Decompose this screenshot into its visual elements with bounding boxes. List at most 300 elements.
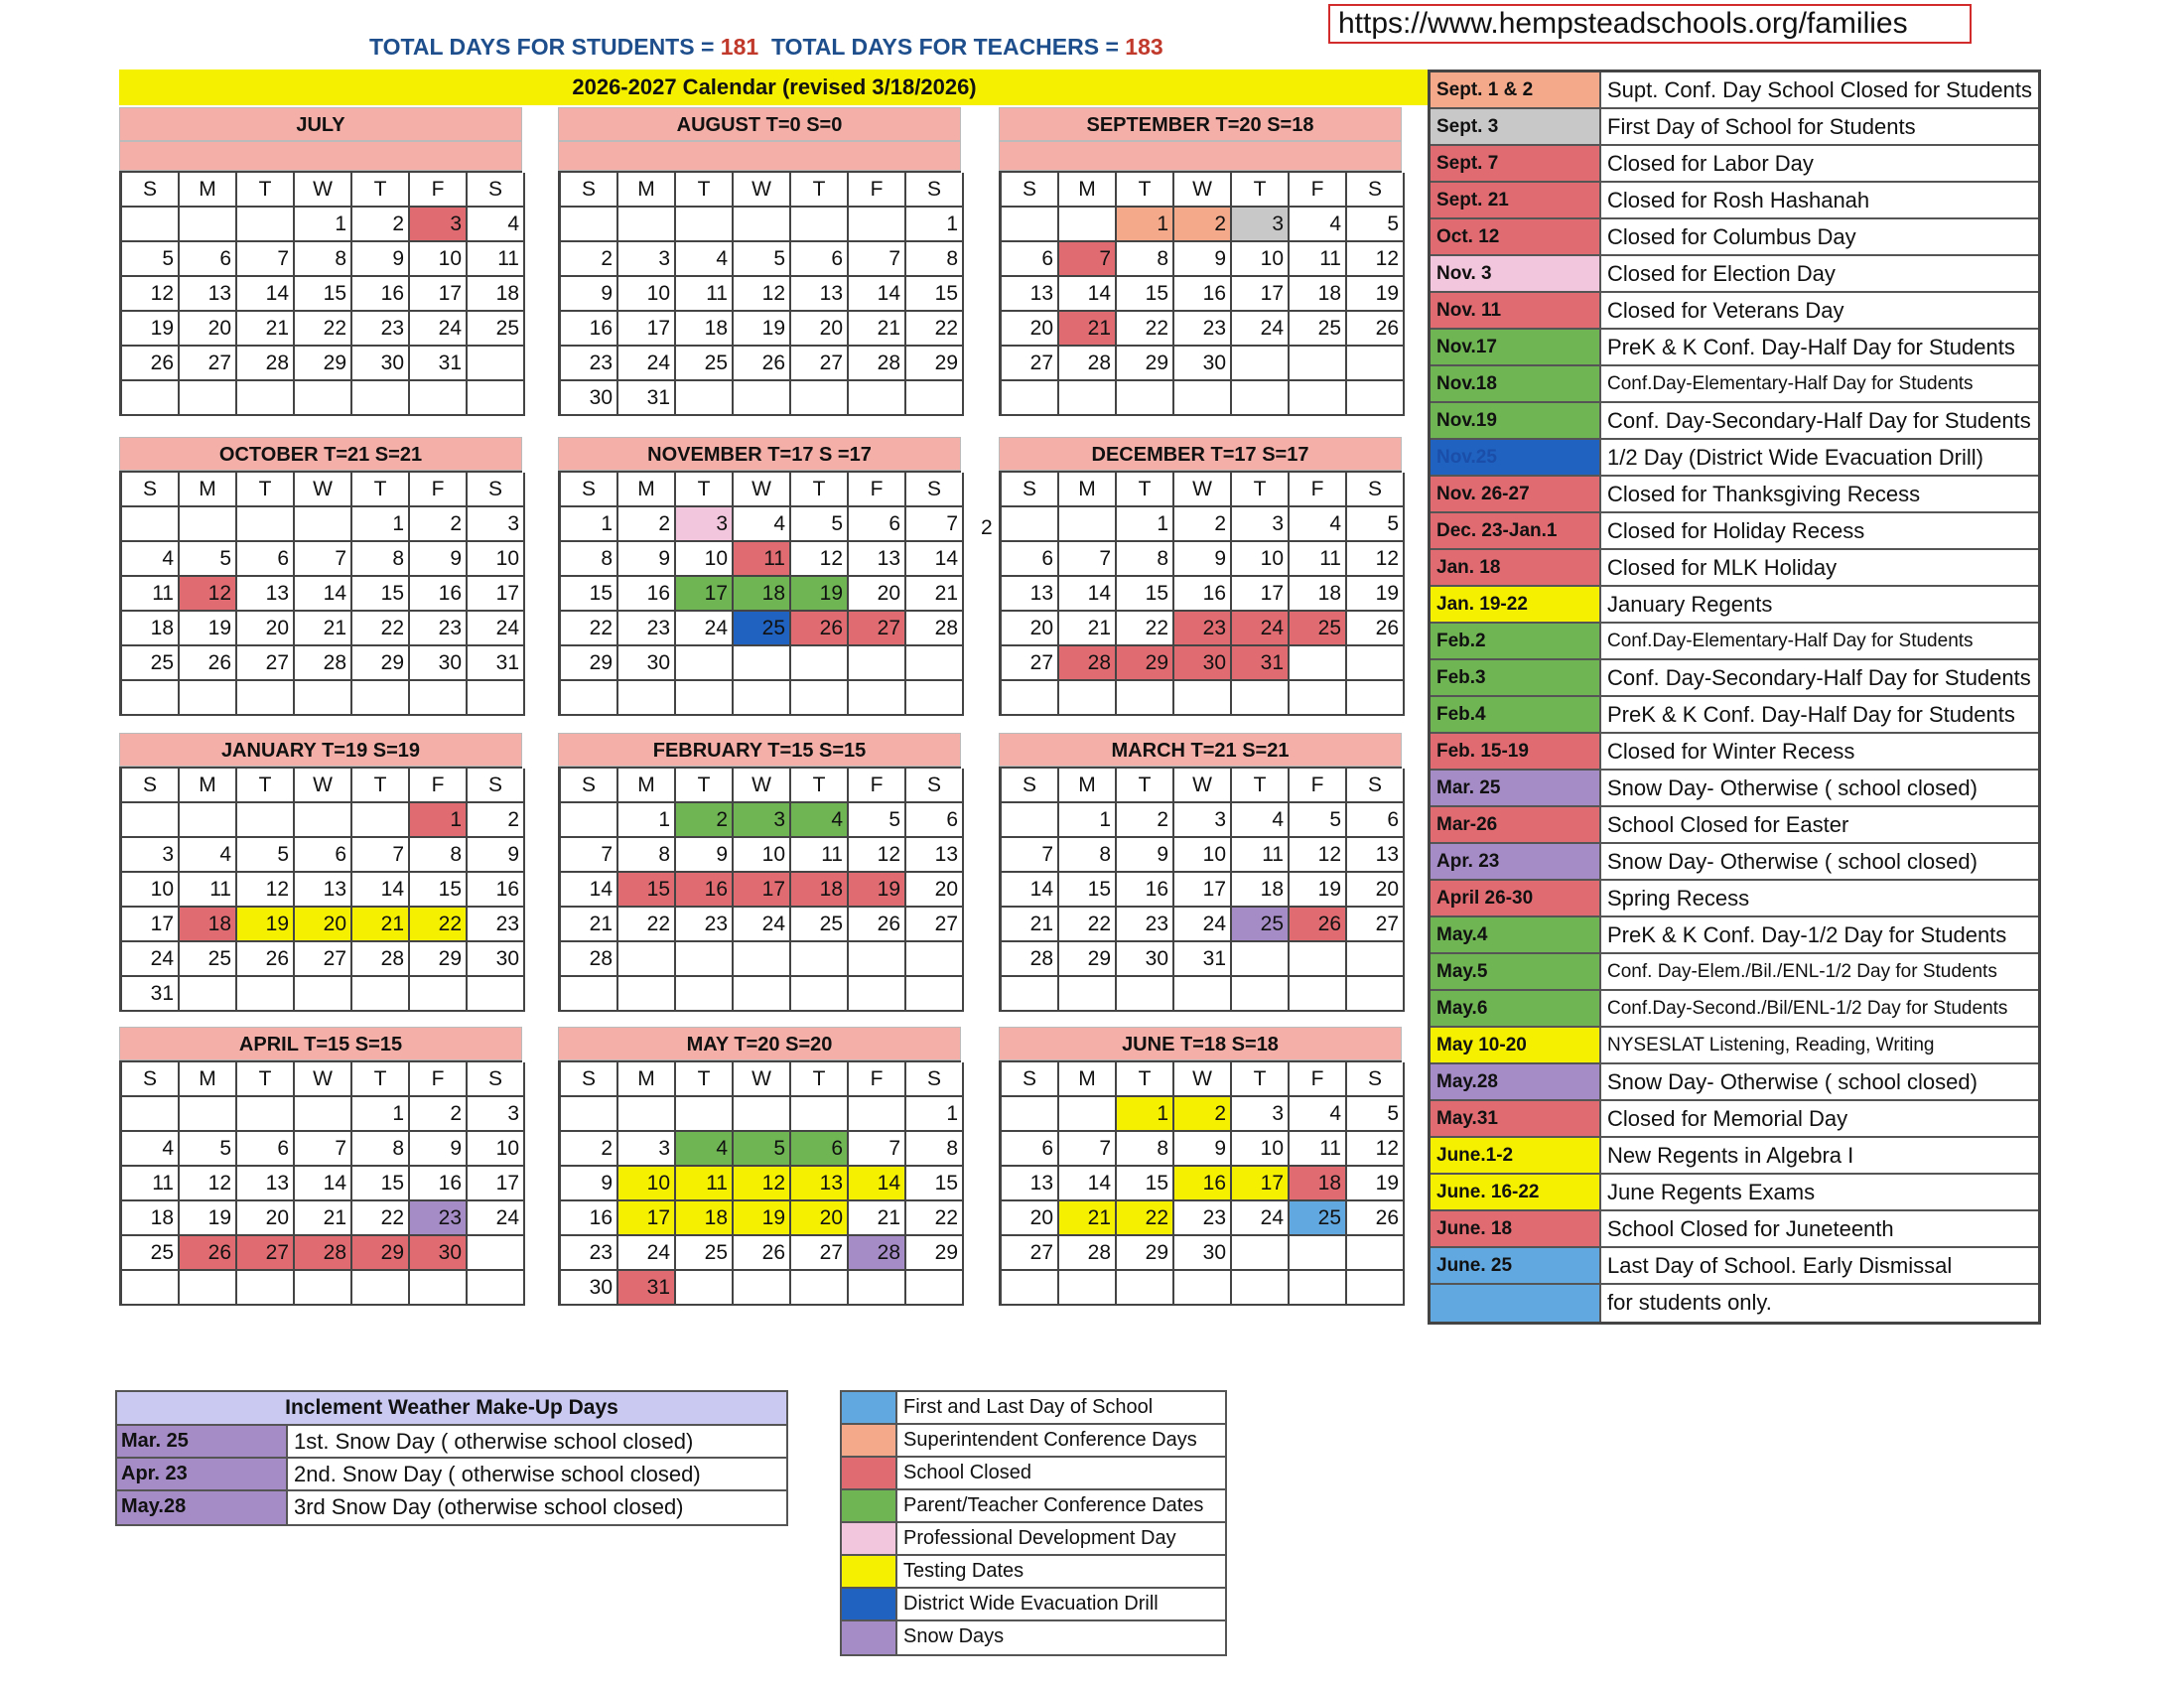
day-cell: 7 xyxy=(906,507,964,542)
day-cell: 25 xyxy=(122,646,180,681)
month-title: APRIL T=15 S=15 xyxy=(119,1027,522,1060)
day-cell: 31 xyxy=(618,381,676,416)
day-cell: 18 xyxy=(676,312,734,347)
day-cell: 2 xyxy=(352,208,410,242)
weekday-header: T xyxy=(352,173,410,208)
weekday-header: T xyxy=(1117,1062,1174,1097)
day-cell xyxy=(1059,977,1117,1012)
weekday-header: T xyxy=(237,473,295,507)
day-cell: 24 xyxy=(618,1236,676,1271)
legend-date: Nov.19 xyxy=(1431,403,1601,438)
day-cell: 7 xyxy=(561,838,618,873)
day-cell: 11 xyxy=(676,1167,734,1201)
weekday-header: T xyxy=(791,173,849,208)
day-cell: 28 xyxy=(1059,1236,1117,1271)
month-9 xyxy=(119,1027,522,1306)
weekday-header: M xyxy=(180,769,237,803)
day-cell: 3 xyxy=(1174,803,1232,838)
day-cell: 13 xyxy=(1002,577,1059,612)
color-key-label: Parent/Teacher Conference Dates xyxy=(903,1494,1204,1516)
day-cell xyxy=(1002,507,1059,542)
legend-description: Spring Recess xyxy=(1607,886,1750,911)
month-10 xyxy=(558,1027,961,1306)
day-cell xyxy=(468,1236,525,1271)
day-cell: 1 xyxy=(906,1097,964,1132)
day-cell: 27 xyxy=(237,1236,295,1271)
weekday-header: S xyxy=(906,769,964,803)
weekday-header: S xyxy=(122,473,180,507)
day-cell: 29 xyxy=(1117,347,1174,381)
day-cell: 10 xyxy=(410,242,468,277)
weekday-header: F xyxy=(1290,769,1347,803)
day-cell xyxy=(849,681,906,716)
day-cell: 21 xyxy=(352,908,410,942)
month-grid xyxy=(119,471,522,716)
day-cell xyxy=(561,1097,618,1132)
day-cell xyxy=(410,1271,468,1306)
day-cell: 28 xyxy=(352,942,410,977)
day-cell: 25 xyxy=(1290,312,1347,347)
legend-date: Mar-26 xyxy=(1431,807,1601,842)
day-cell: 2 xyxy=(676,803,734,838)
day-cell xyxy=(1232,977,1290,1012)
day-cell xyxy=(791,208,849,242)
day-cell: 9 xyxy=(410,542,468,577)
legend-description: Closed for Labor Day xyxy=(1607,151,1814,176)
day-cell: 29 xyxy=(295,347,352,381)
day-cell xyxy=(237,977,295,1012)
day-cell: 12 xyxy=(1347,542,1405,577)
color-key-label: Snow Days xyxy=(903,1625,1005,1647)
day-cell: 5 xyxy=(734,1132,791,1167)
weekday-header: S xyxy=(906,1062,964,1097)
weekday-header: T xyxy=(1232,473,1290,507)
day-cell xyxy=(1174,977,1232,1012)
day-cell xyxy=(237,1097,295,1132)
month-grid xyxy=(558,471,961,716)
day-cell xyxy=(561,977,618,1012)
day-cell xyxy=(1347,646,1405,681)
day-cell: 21 xyxy=(849,1201,906,1236)
weekday-header: T xyxy=(352,1062,410,1097)
day-cell: 14 xyxy=(561,873,618,908)
legend-date xyxy=(1431,1285,1601,1322)
legend-row xyxy=(1431,219,2038,256)
weekday-header: S xyxy=(1002,1062,1059,1097)
weekday-header: T xyxy=(237,173,295,208)
day-cell xyxy=(1290,1271,1347,1306)
legend-description: Conf. Day-Secondary-Half Day for Students xyxy=(1607,665,2031,690)
day-cell: 6 xyxy=(295,838,352,873)
day-cell: 29 xyxy=(1117,1236,1174,1271)
day-cell: 13 xyxy=(791,1167,849,1201)
day-cell: 14 xyxy=(295,577,352,612)
snow-day-date: Mar. 25 xyxy=(117,1426,288,1457)
month-grid xyxy=(558,1060,961,1306)
weekday-header: F xyxy=(410,473,468,507)
day-cell xyxy=(1002,208,1059,242)
day-cell: 25 xyxy=(1290,612,1347,646)
month-title: SEPTEMBER T=20 S=18 xyxy=(999,107,1402,141)
day-cell xyxy=(734,646,791,681)
day-cell: 15 xyxy=(1117,277,1174,312)
month-title: JANUARY T=19 S=19 xyxy=(119,733,522,767)
day-cell: 5 xyxy=(849,803,906,838)
day-cell: 2 xyxy=(618,507,676,542)
weekday-header: S xyxy=(1347,1062,1405,1097)
day-cell: 20 xyxy=(295,908,352,942)
day-cell: 28 xyxy=(1059,646,1117,681)
day-cell xyxy=(352,977,410,1012)
day-cell: 13 xyxy=(237,577,295,612)
day-cell xyxy=(676,646,734,681)
day-cell xyxy=(791,681,849,716)
day-cell: 4 xyxy=(1232,803,1290,838)
day-cell xyxy=(1117,381,1174,416)
weekday-header: F xyxy=(849,173,906,208)
day-cell xyxy=(237,208,295,242)
day-cell: 22 xyxy=(352,612,410,646)
legend-row xyxy=(1431,109,2038,146)
day-cell xyxy=(1232,681,1290,716)
legend-date: Feb. 15-19 xyxy=(1431,734,1601,769)
color-swatch xyxy=(842,1523,897,1554)
day-cell: 20 xyxy=(1347,873,1405,908)
day-cell: 19 xyxy=(180,612,237,646)
day-cell: 24 xyxy=(468,1201,525,1236)
weekday-header: S xyxy=(1347,769,1405,803)
day-cell: 31 xyxy=(410,347,468,381)
weekday-header: T xyxy=(791,769,849,803)
weekday-header: T xyxy=(676,173,734,208)
weekday-header: T xyxy=(791,473,849,507)
day-cell xyxy=(352,803,410,838)
legend-date: Nov.18 xyxy=(1431,366,1601,401)
legend-date: May.4 xyxy=(1431,917,1601,952)
day-cell: 1 xyxy=(1117,208,1174,242)
day-cell xyxy=(791,942,849,977)
day-cell xyxy=(468,977,525,1012)
day-cell: 30 xyxy=(410,1236,468,1271)
day-cell: 5 xyxy=(791,507,849,542)
color-key-row xyxy=(842,1589,1225,1621)
weekday-header: T xyxy=(237,769,295,803)
month-grid xyxy=(119,767,522,1012)
day-cell xyxy=(1290,1236,1347,1271)
day-cell: 8 xyxy=(1117,1132,1174,1167)
day-cell: 27 xyxy=(180,347,237,381)
day-cell xyxy=(1059,381,1117,416)
day-cell: 8 xyxy=(618,838,676,873)
day-cell: 24 xyxy=(618,347,676,381)
day-cell: 26 xyxy=(237,942,295,977)
legend-row xyxy=(1431,1211,2038,1248)
day-cell: 16 xyxy=(561,1201,618,1236)
day-cell: 17 xyxy=(1232,277,1290,312)
day-cell xyxy=(1232,942,1290,977)
day-cell xyxy=(1002,1097,1059,1132)
day-cell: 3 xyxy=(468,1097,525,1132)
day-cell xyxy=(734,942,791,977)
color-key-row xyxy=(842,1425,1225,1458)
month-2 xyxy=(999,107,1402,416)
day-cell: 21 xyxy=(1059,312,1117,347)
day-cell: 11 xyxy=(1290,242,1347,277)
day-cell: 9 xyxy=(352,242,410,277)
day-cell: 28 xyxy=(295,646,352,681)
legend-date: May 10-20 xyxy=(1431,1028,1601,1062)
day-cell: 2 xyxy=(410,507,468,542)
day-cell xyxy=(1117,1271,1174,1306)
weekday-header: M xyxy=(1059,473,1117,507)
legend-date: Sept. 1 & 2 xyxy=(1431,72,1601,107)
day-cell xyxy=(906,381,964,416)
legend-row xyxy=(1431,403,2038,440)
day-cell: 6 xyxy=(849,507,906,542)
weekday-header: S xyxy=(906,173,964,208)
day-cell xyxy=(906,681,964,716)
day-cell: 2 xyxy=(1174,507,1232,542)
day-cell: 27 xyxy=(906,908,964,942)
weekday-header: W xyxy=(1174,173,1232,208)
month-6 xyxy=(119,733,522,1012)
day-cell: 25 xyxy=(791,908,849,942)
legend-date: Oct. 12 xyxy=(1431,219,1601,254)
day-cell xyxy=(237,803,295,838)
day-cell: 17 xyxy=(468,577,525,612)
day-cell xyxy=(561,803,618,838)
day-cell: 19 xyxy=(180,1201,237,1236)
day-cell: 21 xyxy=(295,612,352,646)
day-cell: 25 xyxy=(676,1236,734,1271)
day-cell: 4 xyxy=(122,1132,180,1167)
day-cell: 19 xyxy=(791,577,849,612)
day-cell: 22 xyxy=(1117,312,1174,347)
day-cell: 6 xyxy=(906,803,964,838)
day-cell: 23 xyxy=(468,908,525,942)
weekday-header: F xyxy=(849,1062,906,1097)
day-cell xyxy=(618,942,676,977)
day-cell xyxy=(849,942,906,977)
day-cell xyxy=(791,381,849,416)
day-cell xyxy=(237,1271,295,1306)
legend-row xyxy=(1431,844,2038,881)
legend-row xyxy=(1431,954,2038,991)
day-cell: 4 xyxy=(468,208,525,242)
day-cell xyxy=(180,381,237,416)
day-cell xyxy=(122,507,180,542)
day-cell xyxy=(410,381,468,416)
day-cell: 2 xyxy=(410,1097,468,1132)
day-cell xyxy=(1117,977,1174,1012)
day-cell xyxy=(468,347,525,381)
day-cell: 22 xyxy=(906,312,964,347)
day-cell: 5 xyxy=(180,542,237,577)
day-cell: 22 xyxy=(295,312,352,347)
day-cell: 28 xyxy=(906,612,964,646)
day-cell: 21 xyxy=(295,1201,352,1236)
color-key-row xyxy=(842,1556,1225,1589)
day-cell: 16 xyxy=(676,873,734,908)
day-cell: 13 xyxy=(906,838,964,873)
month-grid xyxy=(999,1060,1402,1306)
legend-row xyxy=(1431,1101,2038,1138)
legend-date: Nov. 26-27 xyxy=(1431,477,1601,511)
day-cell: 7 xyxy=(295,1132,352,1167)
day-cell: 31 xyxy=(122,977,180,1012)
day-cell xyxy=(618,1097,676,1132)
legend-date: May.28 xyxy=(1431,1064,1601,1099)
day-cell: 21 xyxy=(1059,1201,1117,1236)
weekday-header: M xyxy=(618,769,676,803)
day-cell: 9 xyxy=(561,277,618,312)
day-cell: 4 xyxy=(180,838,237,873)
day-cell xyxy=(1290,977,1347,1012)
day-cell: 11 xyxy=(468,242,525,277)
legend-row xyxy=(1431,624,2038,660)
day-cell: 1 xyxy=(410,803,468,838)
day-cell: 7 xyxy=(1059,1132,1117,1167)
day-cell: 6 xyxy=(237,1132,295,1167)
day-cell: 13 xyxy=(1002,277,1059,312)
day-cell xyxy=(791,646,849,681)
website-url[interactable]: https://www.hempsteadschools.org/families xyxy=(1328,4,1972,44)
month-grid xyxy=(119,1060,522,1306)
day-cell: 18 xyxy=(1290,1167,1347,1201)
month-5 xyxy=(999,437,1402,716)
day-cell xyxy=(618,208,676,242)
day-cell xyxy=(1117,681,1174,716)
day-cell: 17 xyxy=(468,1167,525,1201)
day-cell xyxy=(1232,1236,1290,1271)
day-cell: 6 xyxy=(180,242,237,277)
weekday-header: M xyxy=(1059,1062,1117,1097)
day-cell: 8 xyxy=(906,242,964,277)
weekday-header: W xyxy=(295,769,352,803)
weekday-header: F xyxy=(410,173,468,208)
color-swatch xyxy=(842,1490,897,1521)
weekday-header: S xyxy=(1002,769,1059,803)
legend-date: Dec. 23-Jan.1 xyxy=(1431,513,1601,548)
day-cell xyxy=(791,977,849,1012)
legend-row xyxy=(1431,293,2038,330)
month-title: DECEMBER T=17 S=17 xyxy=(999,437,1402,471)
legend-date: Sept. 3 xyxy=(1431,109,1601,144)
day-cell xyxy=(180,1271,237,1306)
day-cell: 30 xyxy=(1174,347,1232,381)
color-swatch xyxy=(842,1392,897,1423)
weekday-header: T xyxy=(237,1062,295,1097)
day-cell: 27 xyxy=(1002,646,1059,681)
legend-description: First Day of School for Students xyxy=(1607,114,1916,139)
day-cell xyxy=(906,942,964,977)
weekday-header: M xyxy=(618,473,676,507)
legend-date: Sept. 7 xyxy=(1431,146,1601,181)
month-11 xyxy=(999,1027,1402,1306)
day-cell: 17 xyxy=(618,1201,676,1236)
day-cell: 9 xyxy=(1174,1132,1232,1167)
weekday-header: M xyxy=(1059,769,1117,803)
day-cell xyxy=(734,681,791,716)
day-cell xyxy=(561,208,618,242)
day-cell: 8 xyxy=(1059,838,1117,873)
weekday-header: S xyxy=(561,1062,618,1097)
day-cell: 21 xyxy=(561,908,618,942)
month-title: JUNE T=18 S=18 xyxy=(999,1027,1402,1060)
day-cell: 3 xyxy=(468,507,525,542)
legend-description: Closed for Memorial Day xyxy=(1607,1106,1848,1131)
day-cell: 23 xyxy=(410,612,468,646)
day-cell: 25 xyxy=(734,612,791,646)
day-cell: 16 xyxy=(410,1167,468,1201)
day-cell: 14 xyxy=(295,1167,352,1201)
weekday-header: S xyxy=(1347,473,1405,507)
color-swatch xyxy=(842,1589,897,1619)
weekday-header: F xyxy=(1290,473,1347,507)
day-cell xyxy=(1232,347,1290,381)
day-cell xyxy=(906,1271,964,1306)
day-cell: 8 xyxy=(561,542,618,577)
weekday-header: T xyxy=(352,769,410,803)
day-cell: 15 xyxy=(352,577,410,612)
legend-row xyxy=(1431,183,2038,219)
day-cell: 16 xyxy=(1117,873,1174,908)
day-cell: 22 xyxy=(1117,1201,1174,1236)
day-cell: 1 xyxy=(352,507,410,542)
day-cell: 18 xyxy=(676,1201,734,1236)
snow-day-description: 2nd. Snow Day ( otherwise school closed) xyxy=(294,1462,701,1486)
month-header-band xyxy=(119,141,522,171)
weekday-header: S xyxy=(122,173,180,208)
day-cell: 29 xyxy=(906,1236,964,1271)
day-cell: 10 xyxy=(618,1167,676,1201)
legend-date: Nov. 11 xyxy=(1431,293,1601,328)
legend-date: Nov. 3 xyxy=(1431,256,1601,291)
weekday-header: T xyxy=(676,769,734,803)
day-cell: 10 xyxy=(676,542,734,577)
day-cell: 6 xyxy=(1347,803,1405,838)
day-cell: 28 xyxy=(849,347,906,381)
day-cell: 14 xyxy=(1059,277,1117,312)
legend-row xyxy=(1431,807,2038,844)
day-cell: 19 xyxy=(1347,277,1405,312)
legend-date: Feb.3 xyxy=(1431,660,1601,695)
day-cell: 15 xyxy=(352,1167,410,1201)
legend-description: PreK & K Conf. Day-Half Day for Students xyxy=(1607,335,2015,359)
day-cell: 14 xyxy=(237,277,295,312)
month-4 xyxy=(558,437,961,716)
day-cell xyxy=(1002,1271,1059,1306)
day-cell xyxy=(1059,507,1117,542)
legend-description: School Closed for Easter xyxy=(1607,812,1849,837)
day-cell: 8 xyxy=(1117,242,1174,277)
weekday-header: F xyxy=(849,473,906,507)
legend-row xyxy=(1431,1248,2038,1285)
legend-date: May.31 xyxy=(1431,1101,1601,1136)
legend-row xyxy=(1431,734,2038,771)
day-cell xyxy=(1174,381,1232,416)
legend-date: Feb.4 xyxy=(1431,697,1601,732)
day-cell xyxy=(352,1271,410,1306)
day-cell: 11 xyxy=(1290,542,1347,577)
day-cell: 26 xyxy=(1347,1201,1405,1236)
day-cell xyxy=(849,1271,906,1306)
day-cell: 7 xyxy=(849,1132,906,1167)
weekday-header: M xyxy=(618,1062,676,1097)
day-cell: 27 xyxy=(1347,908,1405,942)
day-cell: 18 xyxy=(122,612,180,646)
day-cell: 4 xyxy=(1290,1097,1347,1132)
